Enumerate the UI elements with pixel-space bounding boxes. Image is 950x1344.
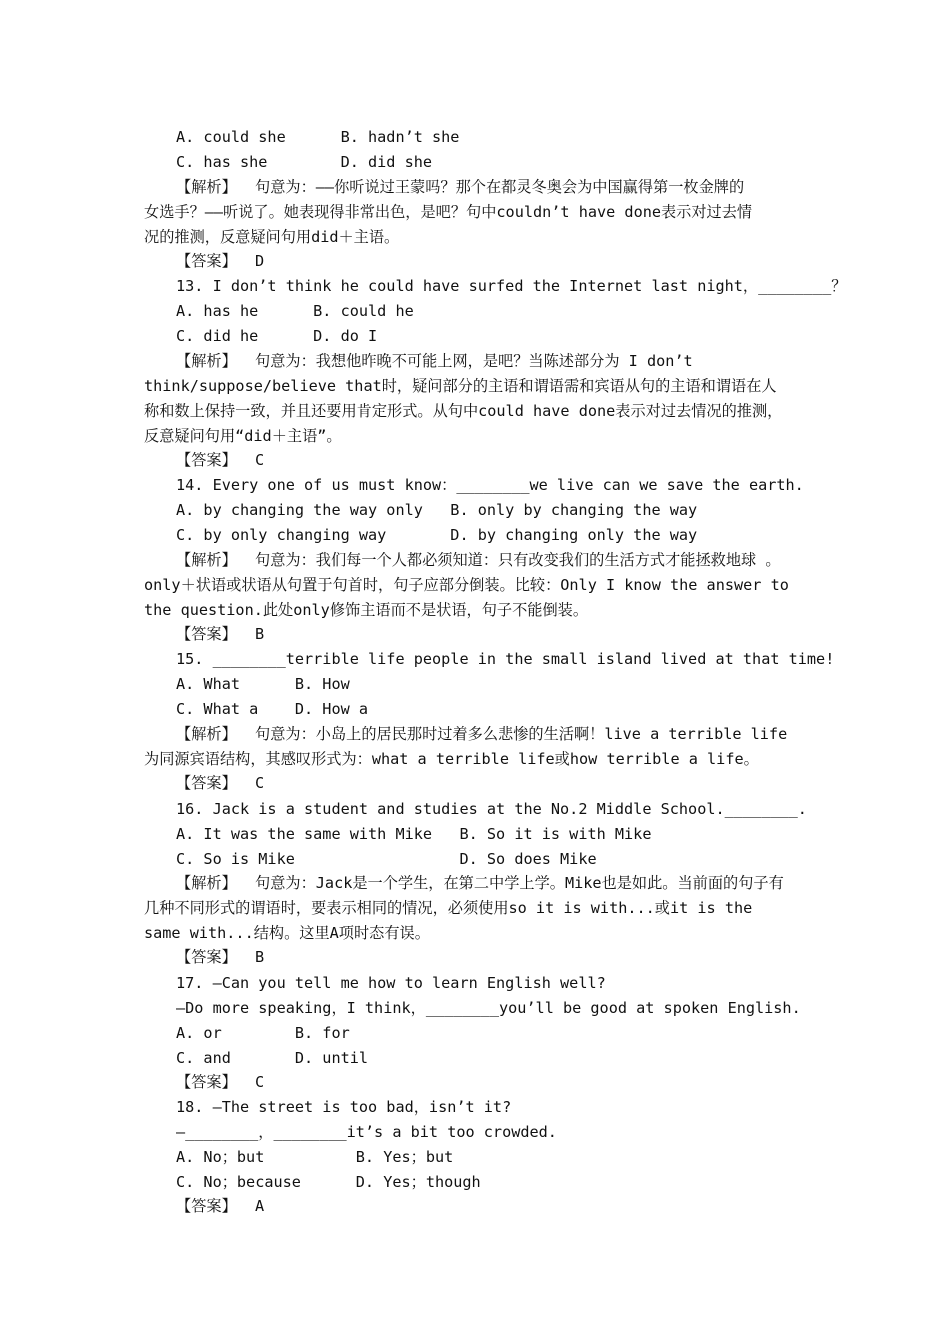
q13-options-row2: C. did he D. do I bbox=[176, 327, 378, 345]
q16-options-row2: C. So is Mike D. So does Mike bbox=[176, 850, 597, 868]
q12-options-row1: A. could she B. hadn’t she bbox=[176, 128, 460, 146]
q18-stem-line1: 18. —The street is too bad，isn’t it? bbox=[176, 1098, 512, 1116]
q13-answer: 【答案】 C bbox=[176, 451, 265, 469]
q13-analysis-line2: think/suppose/believe that时，疑问部分的主语和谓语需和宾语从句的主语和谓语在人 bbox=[144, 377, 777, 395]
q16-analysis-line3: same with...结构。这里A项时态有误。 bbox=[144, 924, 430, 942]
q12-options-row2: C. has she D. did she bbox=[176, 153, 433, 171]
q13-analysis-line1: 【解析】 句意为：我想他昨晚不可能上网，是吧？当陈述部分为 I don’t bbox=[176, 352, 693, 370]
q12-analysis-line3: 况的推测，反意疑问句用did＋主语。 bbox=[144, 228, 400, 246]
q13-options-row1: A. has he B. could he bbox=[176, 302, 414, 320]
q13-analysis-line3: 称和数上保持一致，并且还要用肯定形式。从句中could have done表示对过去情况的推测， bbox=[144, 402, 783, 420]
q14-options-row2: C. by only changing way D. by changing only the way bbox=[176, 526, 698, 544]
q14-analysis-line1: 【解析】 句意为：我们每一个人都必须知道：只有改变我们的生活方式才能拯救地球 。 bbox=[176, 551, 781, 569]
q14-options-row1: A. by changing the way only B. only by changing the way bbox=[176, 501, 698, 519]
q15-stem: 15. ________terrible life people in the small island lived at that time! bbox=[176, 650, 835, 668]
q15-analysis-line2: 为同源宾语结构，其感叹形式为：what a terrible life或how terrible a life。 bbox=[144, 750, 759, 768]
q17-stem-line1: 17. —Can you tell me how to learn English well? bbox=[176, 974, 606, 992]
q17-options-row2: C. and D. until bbox=[176, 1049, 369, 1067]
q17-stem-line2: —Do more speaking，I think，________you’ll be good at spoken English. bbox=[176, 999, 801, 1017]
q14-answer: 【答案】 B bbox=[176, 625, 265, 643]
q18-answer: 【答案】 A bbox=[176, 1197, 265, 1215]
q15-answer: 【答案】 C bbox=[176, 774, 265, 792]
q14-analysis-line3: the question.此处only修饰主语而不是状语，句子不能倒装。 bbox=[144, 601, 589, 619]
q16-options-row1: A. It was the same with Mike B. So it is with Mike bbox=[176, 825, 652, 843]
q17-options-row1: A. or B. for bbox=[176, 1024, 350, 1042]
q16-answer: 【答案】 B bbox=[176, 948, 265, 966]
q18-stem-line2: —________，________it’s a bit too crowded. bbox=[176, 1123, 557, 1141]
q15-analysis-line1: 【解析】 句意为：小岛上的居民那时过着多么悲惨的生活啊！live a terrible life bbox=[176, 725, 788, 743]
q18-options-row1: A. No；but B. Yes；but bbox=[176, 1148, 454, 1166]
q14-stem: 14. Every one of us must know：________we live can we save the earth. bbox=[176, 476, 804, 494]
q18-options-row2: C. No；because D. Yes；though bbox=[176, 1173, 481, 1191]
q15-options-row1: A. What B. How bbox=[176, 675, 350, 693]
q14-analysis-line2: only＋状语或状语从句置于句首时，句子应部分倒装。比较：Only I know the answer to bbox=[144, 576, 789, 594]
q13-stem: 13. I don’t think he could have surfed the Internet last night，________？ bbox=[176, 277, 847, 295]
q17-answer: 【答案】 C bbox=[176, 1073, 265, 1091]
q15-options-row2: C. What a D. How a bbox=[176, 700, 369, 718]
q12-answer: 【答案】 D bbox=[176, 252, 265, 270]
q13-analysis-line4: 反意疑问句用“did＋主语”。 bbox=[144, 427, 342, 445]
q16-stem: 16. Jack is a student and studies at the No.2 Middle School.________. bbox=[176, 800, 807, 818]
q16-analysis-line1: 【解析】 句意为：Jack是一个学生，在第二中学上学。Mike也是如此。当前面的句子有 bbox=[176, 874, 784, 892]
q16-analysis-line2: 几种不同形式的谓语时，要表示相同的情况，必须使用so it is with...或it is the bbox=[144, 899, 753, 917]
q12-analysis-line2: 女选手？——听说了。她表现得非常出色，是吧？句中couldn’t have done表示对过去情 bbox=[144, 203, 753, 221]
q12-analysis-line1: 【解析】 句意为：——你听说过王蒙吗？那个在都灵冬奥会为中国赢得第一枚金牌的 bbox=[176, 178, 745, 196]
